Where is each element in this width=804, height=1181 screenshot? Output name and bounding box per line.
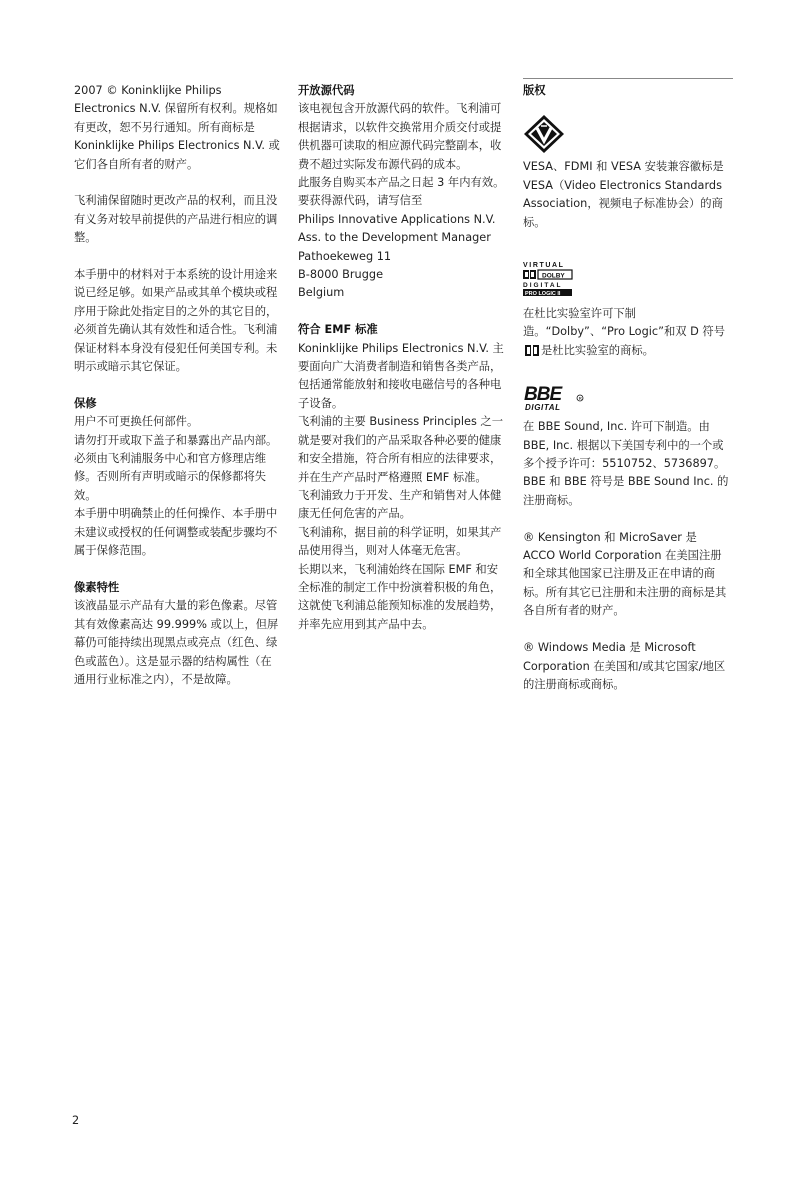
- emf-heading: 符合 EMF 标准: [298, 323, 378, 337]
- address-line: Belgium: [298, 286, 345, 300]
- address-line: Pathoekeweg 11: [298, 249, 392, 263]
- copyright-notice: 2007 © Koninklijke Philips Electronics N.V. 保留所有权利。规格如有更改，恕不另行通知。所有商标是 Koninklijke Philips Electronics N.V. 或它们各自所有者的财产。: [74, 84, 280, 171]
- emf-paragraph-1: Koninklijke Philips Electronics N.V. 主要面向广大消费者制造和销售各类产品，包括通常能放射和接收电磁信号的各种电子设备。: [298, 341, 504, 410]
- svg-text:BBE: BBE: [524, 384, 562, 406]
- svg-text:PRO LOGIC II: PRO LOGIC II: [525, 291, 561, 297]
- emf-paragraph-4: 飞利浦称，据目前的科学证明，如果其产品使用得当，则对人体毫无危害。: [298, 525, 502, 558]
- suitability-paragraph: 本手册中的材料对于本系统的设计用途来说已经足够。如果产品或其单个模块或程序用于除此处指定目的之外的其它目的，必须首先确认其有效性和适合性。飞利浦保证材料本身没有侵犯任何美国专利。未明示或暗示其它保证。: [74, 268, 278, 374]
- warranty-paragraph-1: 用户不可更换任何部件。: [74, 415, 199, 429]
- column-divider-line: [523, 78, 733, 79]
- rights-paragraph: 飞利浦保留随时更改产品的权利，而且没有义务对较早前提供的产品进行相应的调整。: [74, 194, 278, 245]
- address-line: Philips Innovative Applications N.V.: [298, 212, 496, 226]
- warranty-heading: 保修: [74, 396, 97, 410]
- kensington-paragraph: ® Kensington 和 MicroSaver 是 ACCO World Corporation 在美国注册和全球其他国家已注册及正在申请的商标。所有其它已注册和未注册的商标是其各自所有者的财产。: [523, 530, 727, 618]
- double-d-icon: [525, 345, 539, 356]
- open-source-paragraph-2: 此服务自购买本产品之日起 3 年内有效。要获得源代码，请写信至: [298, 176, 505, 208]
- bbe-digital-logo: [523, 382, 585, 412]
- svg-text:DIGITAL: DIGITAL: [523, 282, 563, 290]
- dolby-paragraph: [523, 305, 731, 360]
- open-source-paragraph-1: 该电视包含开放源代码的软件。飞利浦可根据请求，以软件交换常用介质交付或提供机器可读取的相应源代码完整副本，收费不超过实际发布源代码的成本。: [298, 102, 502, 171]
- svg-text:DIGITAL: DIGITAL: [525, 403, 561, 413]
- warranty-paragraph-3: 本手册中明确禁止的任何操作、本手册中未建议或授权的任何调整或装配步骤均不属于保修范围。: [74, 507, 278, 558]
- svg-text:R: R: [578, 396, 582, 402]
- pixel-paragraph: 该液晶显示产品有大量的彩色像素。尽管其有效像素高达 99.999% 或以上，但屏幕仍可能持续出现黑点或亮点（红色、绿色或蓝色）。这是显示器的结构属性（在通用行业标准之内），不是故障。: [74, 599, 279, 686]
- vesa-logo: [523, 114, 565, 154]
- page-number: 2: [72, 1114, 80, 1127]
- dolby-text-b: 是杜比实验室的商标。: [541, 343, 654, 357]
- vesa-paragraph: VESA、FDMI 和 VESA 安装兼容徽标是 VESA（Video Electronics Standards Association，视频电子标准协会）的商标。: [523, 160, 724, 229]
- svg-text:DOLBY: DOLBY: [542, 272, 565, 280]
- column-middle: [298, 82, 506, 634]
- emf-paragraph-2: 飞利浦的主要 Business Principles 之一就是要对我们的产品采取各种必要的健康和安全措施，符合所有相应的法律要求，并在生产产品时严格遵照 EMF 标准。: [298, 415, 504, 484]
- copyright-heading: 版权: [523, 84, 546, 97]
- column-left: [74, 82, 282, 689]
- column-right: [523, 82, 731, 694]
- svg-text:VIRTUAL: VIRTUAL: [523, 262, 565, 270]
- emf-paragraph-3: 飞利浦致力于开发、生产和销售对人体健康无任何危害的产品。: [298, 488, 502, 521]
- address-line: B-8000 Brugge: [298, 268, 384, 282]
- emf-paragraph-5: 长期以来，飞利浦始终在国际 EMF 和安全标准的制定工作中扮演着积极的角色，这就使飞利浦总能预知标准的发展趋势，并率先应用到其产品中去。: [298, 562, 502, 631]
- address-line: Ass. to the Development Manager: [298, 231, 491, 245]
- dolby-text-a: 在杜比实验室许可下制造。“Dolby”、“Pro Logic”和双 D 符号: [523, 307, 726, 339]
- dolby-virtual-logo: [523, 260, 573, 296]
- windows-media-paragraph: ® Windows Media 是 Microsoft Corporation 在美国和/或其它国家/地区的注册商标或商标。: [523, 641, 726, 691]
- open-source-heading: 开放源代码: [298, 84, 355, 97]
- pixel-heading: 像素特性: [74, 580, 120, 594]
- warranty-paragraph-2: 请勿打开或取下盖子和暴露出产品内部。必须由飞利浦服务中心和官方修理店维修。否则所有声明或暗示的保修都将失效。: [74, 433, 278, 502]
- bbe-paragraph: 在 BBE Sound, Inc. 许可下制造。由 BBE, Inc. 根据以下美国专利中的一个或多个授予许可：5510752、5736897。BBE 和 BBE 符号是 BBE Sound Inc. 的注册商标。: [523, 420, 729, 507]
